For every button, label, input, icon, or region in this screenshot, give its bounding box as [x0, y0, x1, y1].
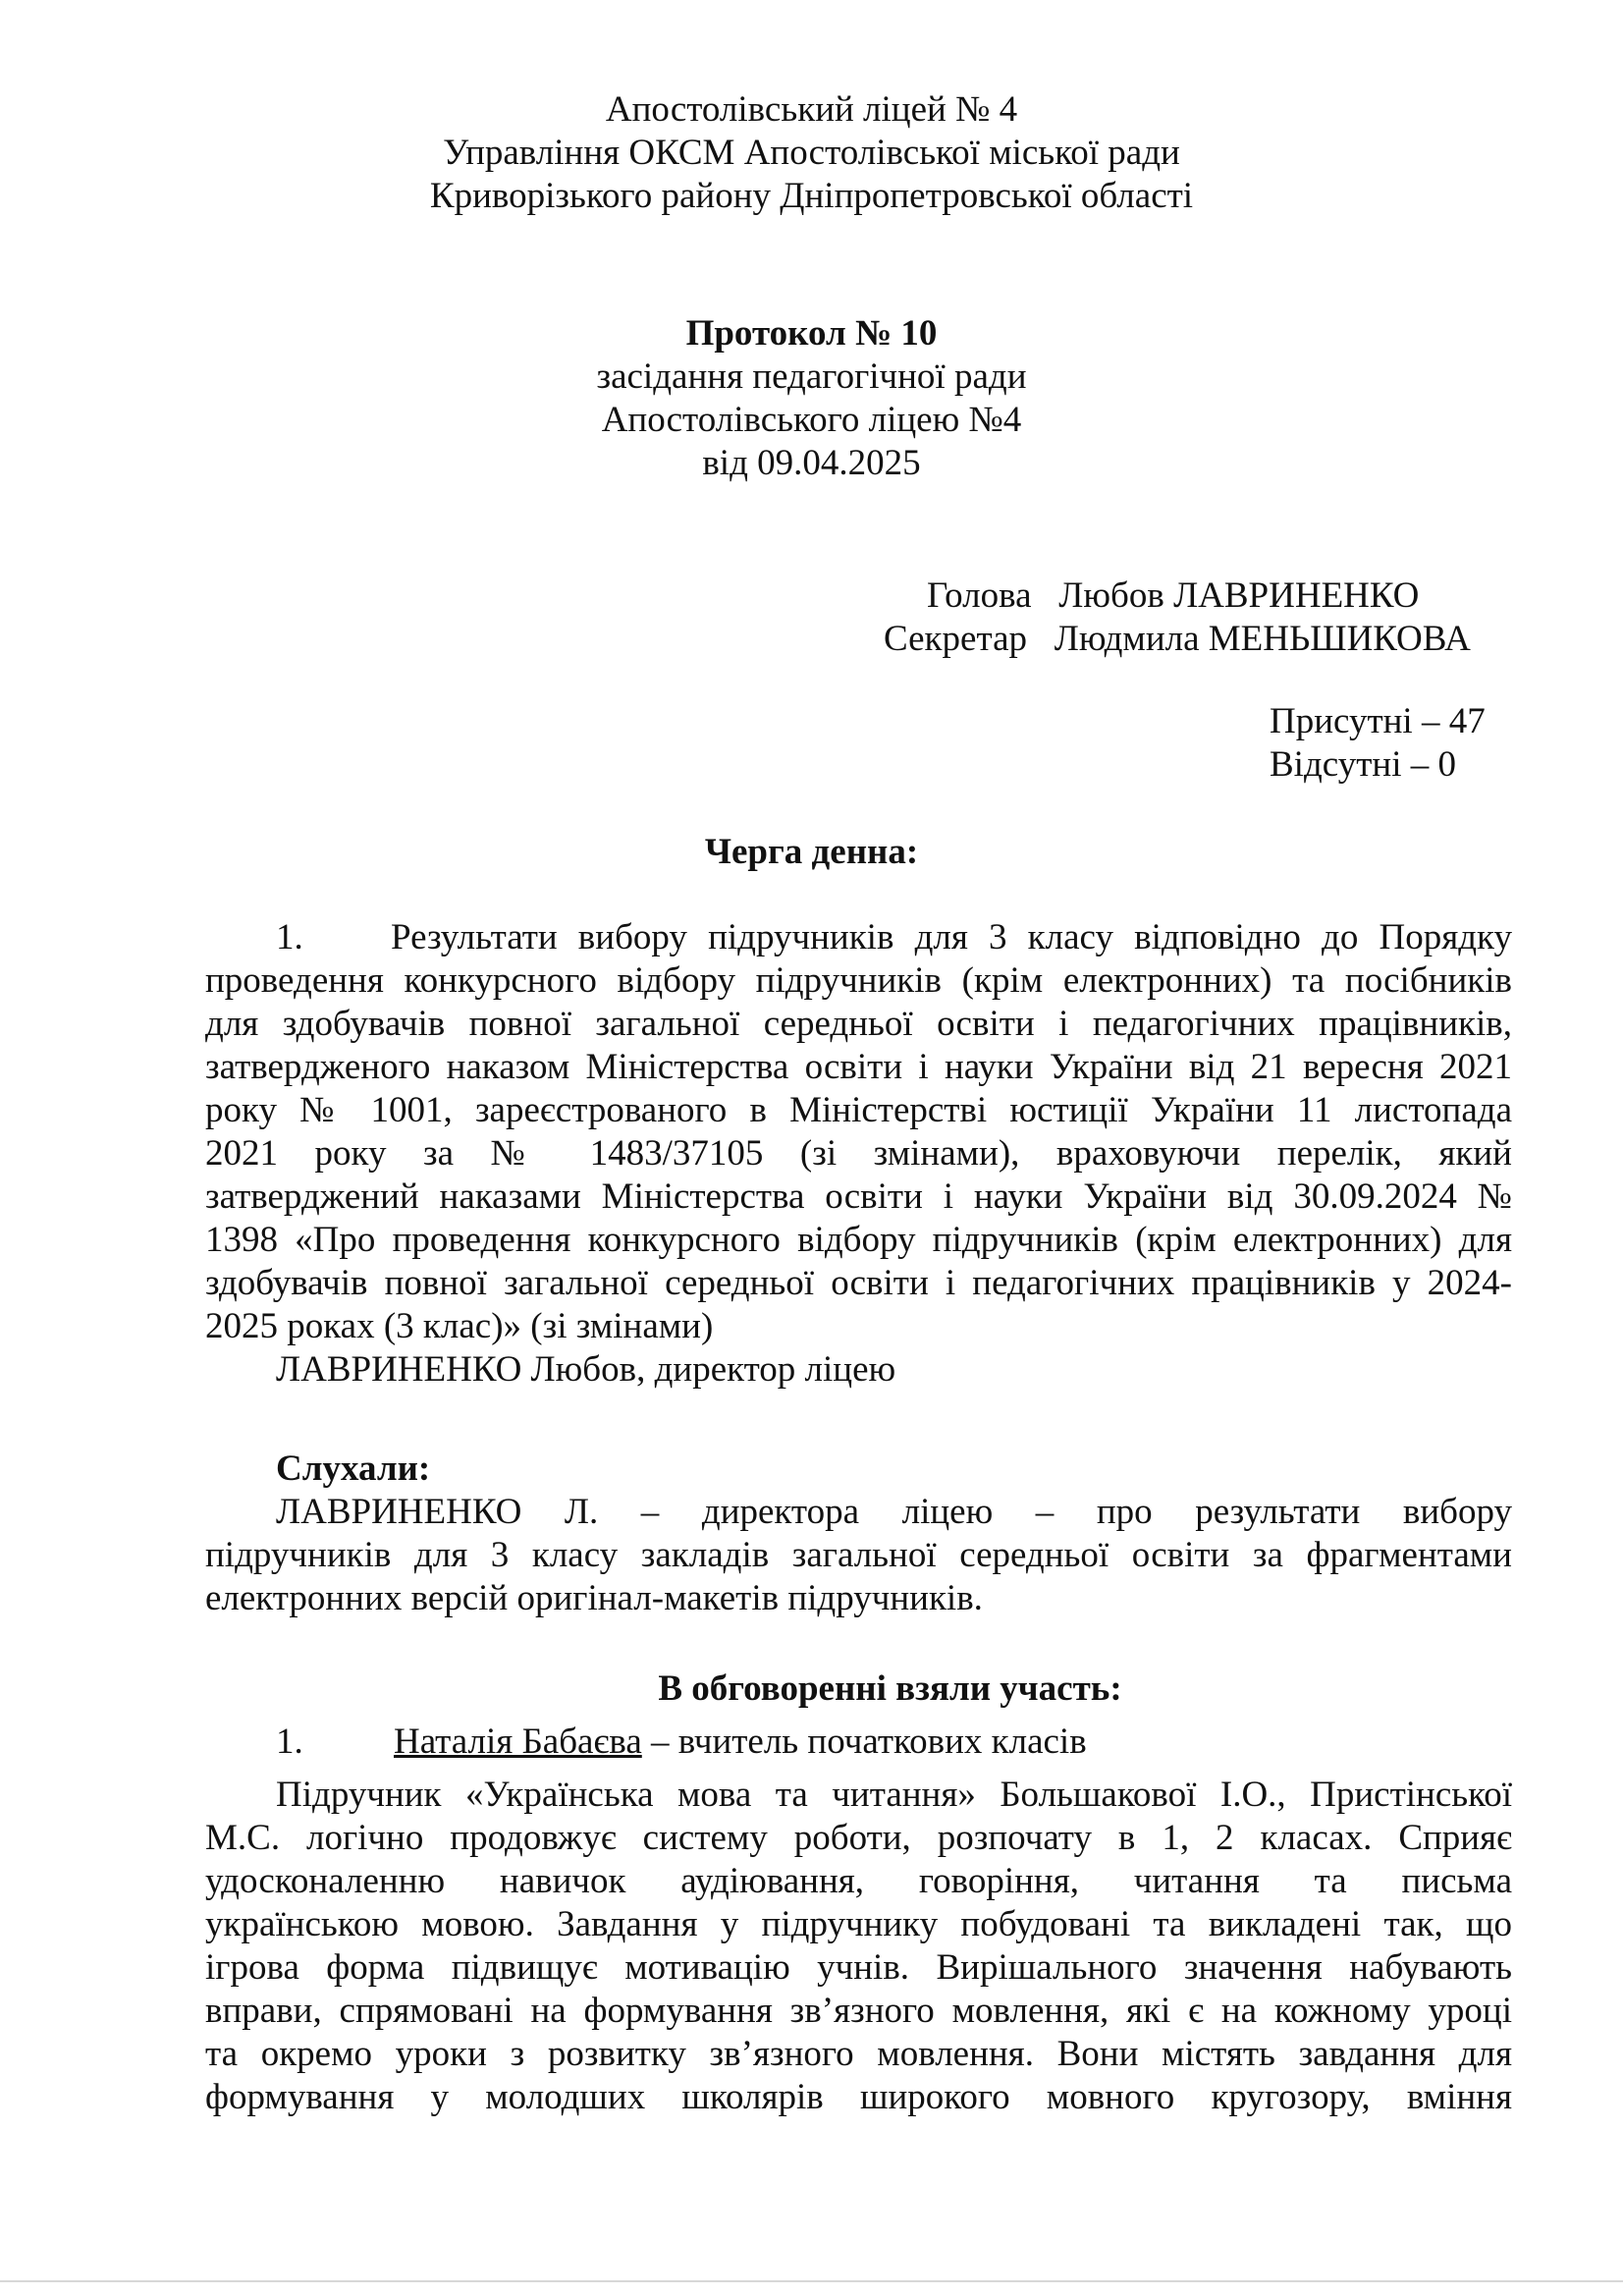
participant-line	[205, 1721, 1512, 1764]
secretary-name: Людмила МЕНЬШИКОВА	[1054, 619, 1471, 659]
protocol-subtitle: засідання педагогічної ради	[596, 356, 1027, 397]
header-line-region: Криворізького району Дніпропетровської області	[429, 176, 1194, 216]
discussion-line: українською мовою. Завдання у підручнику побудовані та викладені так, що	[205, 1904, 1512, 1944]
agenda-item-number: 1.	[276, 917, 303, 957]
discussion-line: ігрова форма підвищує мотивацію учнів. Вирішального значення набувають	[205, 1947, 1512, 1988]
protocol-heading	[0, 312, 1623, 485]
agenda-line: затвердженого наказом Міністерства освіти і науки України від 21 вересня 2021	[205, 1047, 1512, 1087]
participant-entry	[394, 1721, 1087, 1764]
discussion-heading: В обговоренні взяли участь:	[658, 1668, 1122, 1709]
heard-line: електронних версій оригінал-макетів підручників.	[205, 1578, 983, 1618]
secretary-line	[884, 618, 1551, 661]
present-count: Присутні – 47	[1270, 701, 1486, 741]
agenda-line: затверджений наказами Міністерства освіти і науки України від 30.09.2024 №	[205, 1176, 1512, 1217]
participant-role: – вчитель початкових класів	[641, 1722, 1087, 1762]
head-role: Голова	[927, 575, 1032, 616]
agenda-item	[205, 916, 1512, 1392]
discussion-line: Підручник «Українська мова та читання» Большакової І.О., Пристінської	[276, 1775, 1512, 1815]
agenda-speaker: ЛАВРИНЕНКО Любов, директор ліцею	[276, 1349, 896, 1390]
agenda-line: 2021 року за № 1483/37105 (зі змінами), враховуючи перелік, який	[205, 1133, 1512, 1174]
discussion-item	[205, 1721, 1512, 2119]
agenda-item-text	[205, 916, 1512, 1348]
agenda-line: здобувачів повної загальної середньої освіти і педагогічних працівників у 2024-	[205, 1263, 1512, 1303]
agenda-line: 2025 роках (3 клас)» (зі змінами)	[205, 1306, 714, 1346]
head-name: Любов ЛАВРИНЕНКО	[1058, 575, 1420, 616]
discussion-line: удосконаленню навичок аудіювання, говоріння, читання та письма	[205, 1861, 1512, 1901]
secretary-role: Секретар	[884, 619, 1027, 659]
scan-edge-line	[0, 2280, 1623, 2282]
discussion-item-number: 1.	[276, 1722, 303, 1762]
header-line-department: Управління ОКСМ Апостолівської міської ради	[443, 133, 1180, 173]
agenda-heading: Черга денна:	[704, 832, 919, 872]
discussion-line: вправи, спрямовані на формування зв’язного мовлення, які є на кожному уроці	[205, 1991, 1512, 2031]
heard-section	[205, 1448, 1512, 1620]
heard-line: підручників для 3 класу закладів загальної середньої освіти за фрагментами	[205, 1535, 1512, 1575]
discussion-line: формування у молодших школярів широкого мовного кругозору, вміння	[205, 2077, 1512, 2117]
agenda-line: Результати вибору підручників для 3 класу відповідно до Порядку	[391, 917, 1512, 957]
head-line	[884, 574, 1551, 618]
officers-block	[884, 574, 1551, 661]
heard-heading: Слухали:	[276, 1449, 431, 1489]
institution-header	[0, 88, 1623, 218]
discussion-line: М.С. логічно продовжує систему роботи, розпочату в 1, 2 класах. Сприяє	[205, 1818, 1512, 1858]
agenda-line: року № 1001, зареєстрованого в Міністерстві юстиції України 11 листопада	[205, 1090, 1512, 1130]
protocol-institution: Апостолівського ліцею №4	[601, 400, 1022, 440]
protocol-title: Протокол № 10	[685, 313, 938, 354]
heard-line: ЛАВРИНЕНКО Л. – директора ліцею – про результати вибору	[276, 1492, 1512, 1532]
agenda-line: проведення конкурсного відбору підручників (крім електронних) та посібників	[205, 960, 1512, 1001]
discussion-line: та окремо уроки з розвитку зв’язного мовлення. Вони містять завдання для	[205, 2034, 1512, 2074]
agenda-line: для здобувачів повної загальної середньої освіти і педагогічних працівників,	[205, 1004, 1512, 1044]
protocol-date: від 09.04.2025	[702, 443, 921, 483]
discussion-text	[205, 1774, 1512, 2119]
agenda-line: 1398 «Про проведення конкурсного відбору підручників (крім електронних) для	[205, 1220, 1512, 1260]
absent-count: Відсутні – 0	[1270, 744, 1456, 785]
header-line-school: Апостолівський ліцей № 4	[605, 89, 1018, 130]
participant-name: Наталія Бабаєва	[394, 1722, 642, 1762]
attendance-block	[1270, 700, 1564, 787]
